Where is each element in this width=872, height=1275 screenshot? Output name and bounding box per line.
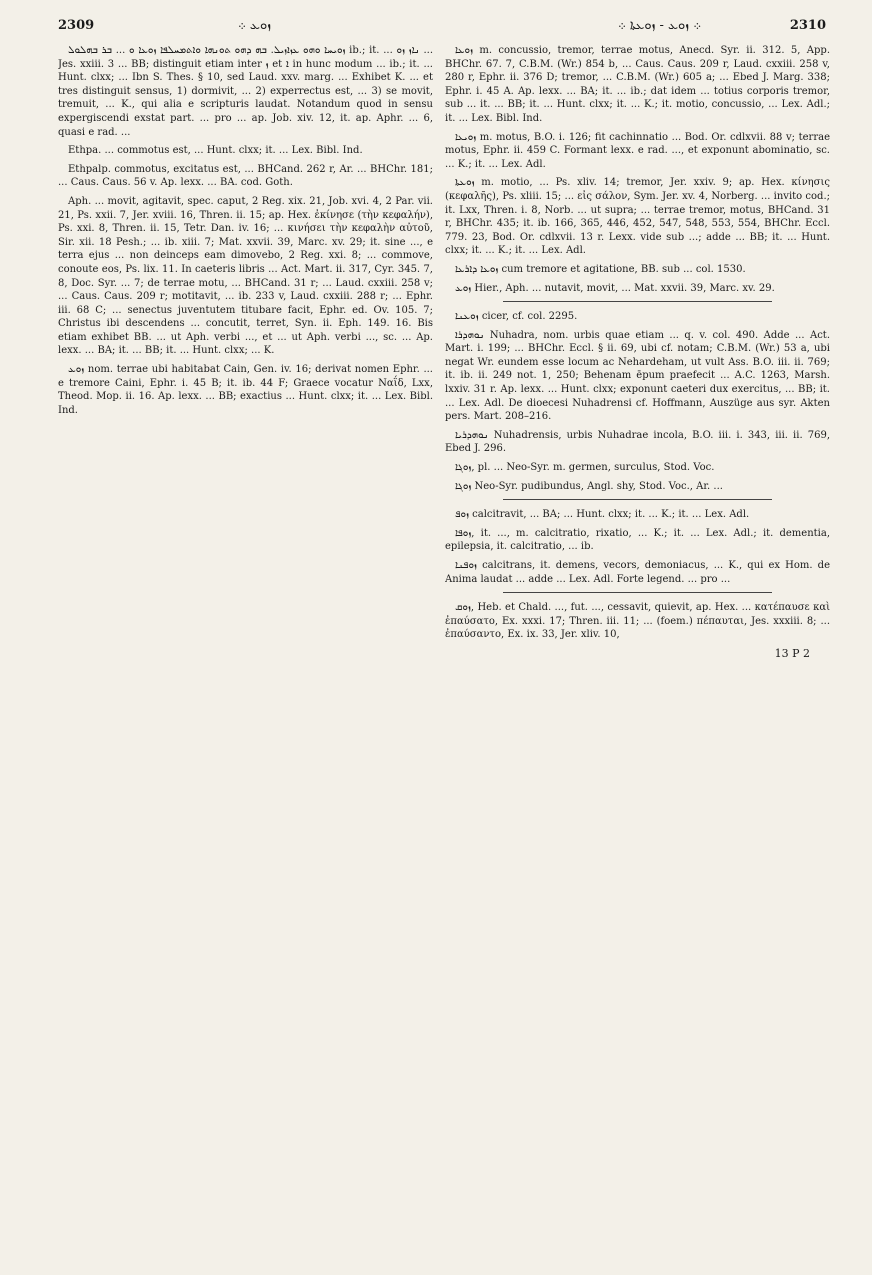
entry-aph: Aph. ... movit, agitavit, spec. caput, 2 Reg. xix. 21, Job. xvi. 4, 2 Par. vii. 21, Ps. xxii. 7, Jer. xviii. 16, Thren. ii. 15; ap. Hex. ἐκίνησε (τὴν κεφαλήν), Ps. xxi. 8, Thren. ii. 15, Tetr. Dan. iv. 16; ... κινήσει τὴν κεφαλὴν αὐτοῦ, Sir. xii. 18 Pesh.; ... ib. xiii. 7; Mat. xxvii. 39, Marc. xv. 29; it. sine ..., e terra ejus ... non deinceps eam dimovebo, 2 Reg. xxi. 8; ... commove, conoute eos, Ps. lix. 11. In caeteris libris ... Act. Mart. ii. 317, Cyr. 345. 7, 8, Doc. Syr. ... 7; de terrae motu, ... BHCand. 31 r; ... Laud. cxxiii. 258 v; ... Caus. Caus. 209 r; motitavit, ... ib. 233 v, Laud. cxxiii. 288 r; ... Ephr. iii. 68 C; ... senectus juventutem titubare facit, Ephr. ed. Ov. 105. 7; Christus ibi descendens ... concutit, terret, Syn. ii. Eph. 149. 16. Bis etiam exhibet BB. ... ut Aph. verbi ..., et ... ut Aph. verbi ..., sc. ... Ap. lexx. ... BA; it. ... BB; it. ... Hunt. clxx; ... K. xyxy=(58,195,433,357)
left-column xyxy=(58,44,433,1254)
entry-zoga-neosyr: ܙܘܓܐ Neo-Syr. pudibundus, Angl. shy, Stod. Voc., Ar. ... xyxy=(455,480,723,492)
signature-mark: 13 P 2 xyxy=(774,646,810,660)
entry-ethpalp: Ethpalp. commotus, excitatus est, ... BHCand. 262 r, Ar. ... BHChr. 181; ... Caus. Caus. 56 v. Ap. lexx. ... BA. cod. Goth. xyxy=(58,163,433,189)
entry-zawia: ܙܘܝܥܐ m. motus, B.O. i. 126; fit cachinnatio ... Bod. Or. cdlxvii. 88 v; terrae motus, Ephr. ii. 459 C. Formant lexx. e rad. ..., et exponunt abominatio, sc. ... K.; it. ... Lex. Adl. xyxy=(445,131,830,170)
entry-zawa: ܙܘܥܐ m. concussio, tremor, terrae motus, Anecd. Syr. ii. 312. 5, App. BHChr. 67. 7, C.B.M. (Wr.) 854 b, ... Caus. Caus. 209 r, Laud. cxxiii. 258 v, 280 r, Ephr. ii. 376 D; tremor, ... C.B.M. (Wr.) 605 a; ... Ebed J. Marg. 338; Ephr. i. 45 A. Ap. lexx. ... BA; it. ... ib.; dat idem ... totius corporis tremor, sub ... it. ... BB; it. ... Hunt. clxx; it. ... K.; it. motio, concussio, ... Lex. Adl.; it. ... Lex. Bibl. Ind. xyxy=(445,45,830,124)
section-divider xyxy=(503,592,773,593)
running-head-right: ܀ ܙܘܥ - ܙܘܥܬܐ ܀ xyxy=(618,18,702,33)
entry-zwa-verb: ܙܘܝܚܐ ܘܗܘ ܥܙܐܙܝܠ. ܒܗ ܕܗܘ ܬܘܢܗܐ ܘܐܬܡܚܠܦܐ ܙܘܥܐ ܘ ... ܒܪ ܒܗܠܘܠ ib.; it. ... ܢܐܙ ܙܘ ... Jes. xxiii. 3 ... BB; distinguit etiam inter ܙ et ܐ in hunc modum ... ib.; it. ... Hunt. clxx; ... Ibn S. Thes. § 10, sed Laud. xxv. marg. ... Exhibet K. ... et tres distinguit sensus, 1) dormivit, ... 2) experrectus est, ... 3) se movit, tremuit, ... K., qui alia e scripturis laudat. Notandum quod in sensu expergiscendi exstat part. ... pro ... ap. Job. xiv. 12, it. ap. Aphr. ... 6, quasi e rad. ... xyxy=(58,45,433,138)
page-number-left: 2309 xyxy=(58,18,95,33)
section-divider xyxy=(503,301,773,302)
entry-cicer: ܙܘܥܢܐ cicer, cf. col. 2295. xyxy=(455,311,578,323)
section-divider xyxy=(503,499,773,500)
entry-zawata: ܙܘܥܬܐ m. motio, ... Ps. xliv. 14; tremor, Jer. xxiv. 9; ap. Hex. κίνησις (κεφαλῆς), Ps. xliii. 15; ... εἰς σάλον, Sym. Jer. xv. 4, Norberg. ... invito cod.; it. Lxx, Thren. i. 8, Norb. ... ut supra; ... terrae tremor, motus, BHCand. 31 r, BHChr. 435; it. ib. 166, 365, 446, 452, 547, 548, 553, 554, BHChr. Eccl. 779. 23, Bod. Or. cdlxvii. 13 r. Lexx. vide sub ...; adde ... BB; it. ... Hunt. clxx; it. ... K.; it. ... Lex. Adl. xyxy=(445,177,830,257)
page-header xyxy=(58,18,826,40)
page-number-right: 2310 xyxy=(789,18,826,33)
entry-zoga: ܙܘܓܐ, pl. ... Neo-Syr. m. germen, surculus, Stod. Voc. xyxy=(455,462,715,474)
entry-nuhadra: ܢܘܗܕܪܐ Nuhadra, nom. urbis quae etiam ... q. v. col. 490. Adde ... Act. Mart. i. 199; ... BHChr. Eccl. § ii. 69, ubi cf. notam; C.B.M. (Wr.) 53 a, ubi negat Wr. eundem esse locum ac Nehardeham, ut vult Ass. B.O. iii. ii. 769; it. ib. ii. 249 not. 1, 250; Behenam ēpum praefecit ... A.C. 1263, Marsh. lxxiv. 31 r. Ap. lexx. ... Hunt. clxx; exponunt caeteri dux exercitus, ... BB; it. ... Lex. Adl. De dioecesi Nuhadrensi cf. Hoffmann, Auszüge aus syr. Akten pers. Mart. 208–216. xyxy=(445,329,830,423)
entry-nod: ܙܘܥ nom. terrae ubi habitabat Cain, Gen. iv. 16; derivat nomen Ephr. ... e tremore Caini, Ephr. i. 45 B; it. ib. 44 F; Graece vocatur Ναΐδ, Lxx, Theod. Mop. ii. 16. Ap. lexx. ... BB; exactius ... Hunt. clxx; it. ... Lex. Bibl. Ind. xyxy=(58,364,433,416)
entry-calcitratio: ܙܘܦܐ, it. ..., m. calcitratio, rixatio, ... K.; it. ... Lex. Adl.; it. dementia, epilepsia, it. calcitratio, ... ib. xyxy=(445,527,830,553)
entry-cessavit: ܙܘܩ, Heb. et Chald. ..., fut. ..., cessavit, quievit, ap. Hex. ... κατέπαυσε καὶ ἐπαύσατο, Ex. xxxi. 17; Thren. iii. 11; ... (foem.) πέπαυται, Jes. xxxiii. 8; ... ἐπαύσαντο, Ex. ix. 33, Jer. xliv. 10, xyxy=(445,602,830,641)
entry-nuhadrensis: ܢܘܗܕܪܝܐ Nuhadrensis, urbis Nuhadrae incola, B.O. iii. i. 343, iii. ii. 769, Ebed J. 296. xyxy=(445,429,830,455)
entry-ethpa: Ethpa. ... commotus est, ... Hunt. clxx; it. ... Lex. Bibl. Ind. xyxy=(68,145,363,157)
entry-zawa-darea: ܙܘܥܐ ܕܐܪܥܐ cum tremore et agitatione, BB. sub ... col. 1530. xyxy=(455,263,746,275)
running-head-left: ܙܘܥ ܀ xyxy=(238,18,271,33)
entry-calcitrans: ܙܘܦܢܐ calcitrans, it. demens, vecors, demoniacus, ... K., qui ex Hom. de Anima laudat ... adde ... Lex. Adl. Forte legend. ... pro ... xyxy=(445,560,830,585)
entry-zwa-hier: ܙܘܥ Hier., Aph. ... nutavit, movit, ... Mat. xxvii. 39, Marc. xv. 29. xyxy=(455,282,775,294)
right-column xyxy=(445,44,830,1254)
entry-calcitravit: ܙܘܦ calcitravit, ... BA; ... Hunt. clxx; it. ... K.; it. ... Lex. Adl. xyxy=(455,509,750,521)
